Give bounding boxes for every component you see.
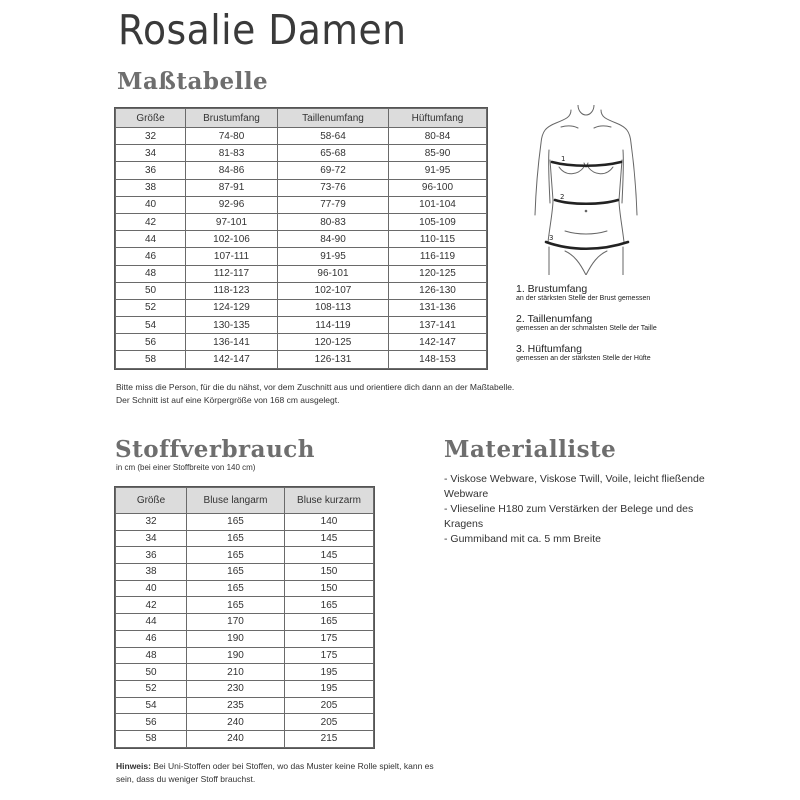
legend-title: 1. Brustumfang: [516, 283, 588, 295]
pattern-title: Rosalie Damen: [118, 6, 407, 54]
table-cell: 44: [116, 614, 187, 631]
table-cell: 42: [116, 597, 187, 614]
table-cell: 34: [116, 145, 186, 162]
table-cell: 170: [187, 614, 285, 631]
table-cell: 120-125: [278, 334, 389, 351]
table-row: [116, 334, 487, 351]
column-header: Taillenumfang: [278, 109, 389, 128]
table-row: [116, 231, 487, 248]
table-cell: 235: [187, 697, 285, 714]
marker-3: 3: [549, 234, 554, 242]
table-row: [116, 514, 374, 531]
table-cell: 108-113: [278, 299, 389, 316]
table-cell: 36: [116, 547, 187, 564]
table-cell: 46: [116, 630, 187, 647]
table-cell: 54: [116, 317, 186, 334]
table-cell: 148-153: [389, 351, 487, 368]
legend-title: 2. Taillenumfang: [516, 313, 593, 325]
hint-text: Bei Uni-Stoffen oder bei Stoffen, wo das Muster keine Rolle spielt, kann es sein, dass du weniger Stoff brauchst.: [116, 761, 434, 784]
material-list: [444, 472, 724, 547]
fabric-hint: [116, 760, 446, 786]
legend-title: 3. Hüftumfang: [516, 343, 582, 355]
table-cell: 40: [116, 196, 186, 213]
table-cell: 150: [285, 580, 374, 597]
table-row: [116, 128, 487, 145]
column-header: Größe: [116, 109, 186, 128]
table-cell: 87-91: [186, 179, 278, 196]
table-cell: 190: [187, 630, 285, 647]
table-cell: 56: [116, 714, 187, 731]
table-cell: 205: [285, 697, 374, 714]
table-cell: 126-130: [389, 282, 487, 299]
table-row: [116, 299, 487, 316]
table-cell: 84-90: [278, 231, 389, 248]
table-cell: 50: [116, 664, 187, 681]
table-row: [116, 213, 487, 230]
table-cell: 91-95: [278, 248, 389, 265]
table-row: [116, 564, 374, 581]
table-cell: 80-83: [278, 213, 389, 230]
table-row: [116, 351, 487, 368]
table-cell: 54: [116, 697, 187, 714]
table-cell: 112-117: [186, 265, 278, 282]
table-row: [116, 317, 487, 334]
marker-1: 1: [561, 155, 566, 163]
table-cell: 118-123: [186, 282, 278, 299]
table-cell: 114-119: [278, 317, 389, 334]
table-cell: 52: [116, 680, 187, 697]
table-cell: 52: [116, 299, 186, 316]
column-header: Bluse kurzarm: [285, 488, 374, 514]
table-cell: 44: [116, 231, 186, 248]
measurement-table-heading: Maßtabelle: [117, 68, 269, 95]
legend-waist: [516, 313, 657, 332]
table-cell: 34: [116, 530, 187, 547]
table-cell: 96-101: [278, 265, 389, 282]
table-cell: 38: [116, 179, 186, 196]
table-cell: 32: [116, 514, 187, 531]
table-cell: 195: [285, 664, 374, 681]
table-cell: 205: [285, 714, 374, 731]
table-cell: 145: [285, 530, 374, 547]
table-cell: 32: [116, 128, 186, 145]
table-cell: 165: [285, 614, 374, 631]
measurement-table: [115, 108, 487, 369]
column-header: Bluse langarm: [187, 488, 285, 514]
legend-bust: [516, 283, 650, 302]
table-row: [116, 714, 374, 731]
table-cell: 116-119: [389, 248, 487, 265]
marker-2: 2: [560, 193, 565, 201]
table-cell: 36: [116, 162, 186, 179]
note-line: Bitte miss die Person, für die du nähst, vor dem Zuschnitt aus und orientiere dich dann an der Maßtabelle.: [116, 382, 515, 392]
table-cell: 56: [116, 334, 186, 351]
table-row: [116, 282, 487, 299]
table-cell: 58: [116, 730, 187, 747]
table-row: [116, 248, 487, 265]
table-cell: 73-76: [278, 179, 389, 196]
table-cell: 107-111: [186, 248, 278, 265]
table-row: [116, 196, 487, 213]
legend-description: gemessen an der stärksten Stelle der Hüfte: [516, 355, 651, 362]
table-cell: 58-64: [278, 128, 389, 145]
table-cell: 50: [116, 282, 186, 299]
table-cell: 131-136: [389, 299, 487, 316]
table-row: [116, 580, 374, 597]
table-cell: 124-129: [186, 299, 278, 316]
table-cell: 190: [187, 647, 285, 664]
table-cell: 165: [187, 564, 285, 581]
legend-description: an der stärksten Stelle der Brust gemessen: [516, 295, 651, 302]
table-cell: 136-141: [186, 334, 278, 351]
note-line: Der Schnitt ist auf eine Körpergröße von 168 cm ausgelegt.: [116, 395, 340, 405]
table-cell: 85-90: [389, 145, 487, 162]
table-cell: 91-95: [389, 162, 487, 179]
table-cell: 240: [187, 714, 285, 731]
table-cell: 150: [285, 564, 374, 581]
table-cell: 165: [187, 514, 285, 531]
table-row: [116, 614, 374, 631]
table-cell: 195: [285, 680, 374, 697]
material-list-heading: Materialliste: [444, 436, 617, 463]
table-cell: 46: [116, 248, 186, 265]
column-header: Größe: [116, 488, 187, 514]
table-cell: 38: [116, 564, 187, 581]
table-cell: 74-80: [186, 128, 278, 145]
table-cell: 165: [187, 580, 285, 597]
table-cell: 81-83: [186, 145, 278, 162]
table-cell: 165: [187, 597, 285, 614]
table-cell: 101-104: [389, 196, 487, 213]
table-cell: 165: [285, 597, 374, 614]
table-row: [116, 680, 374, 697]
table-cell: 142-147: [186, 351, 278, 368]
table-cell: 175: [285, 630, 374, 647]
table-header-row: [116, 109, 487, 128]
table-cell: 230: [187, 680, 285, 697]
table-row: [116, 179, 487, 196]
table-cell: 65-68: [278, 145, 389, 162]
table-cell: 140: [285, 514, 374, 531]
table-cell: 42: [116, 213, 186, 230]
table-cell: 40: [116, 580, 187, 597]
table-row: [116, 630, 374, 647]
table-row: [116, 265, 487, 282]
table-cell: 77-79: [278, 196, 389, 213]
table-cell: 145: [285, 547, 374, 564]
table-cell: 48: [116, 647, 187, 664]
fabric-usage-heading: Stoffverbrauch: [115, 436, 316, 463]
table-cell: 175: [285, 647, 374, 664]
table-cell: 58: [116, 351, 186, 368]
column-header: Hüftumfang: [389, 109, 487, 128]
material-item: - Vlieseline H180 zum Verstärken der Belege und des Kragens: [444, 503, 694, 530]
fabric-usage-subtitle: in cm (bei einer Stoffbreite von 140 cm): [116, 463, 256, 472]
table-row: [116, 530, 374, 547]
legend-hip: [516, 343, 651, 362]
table-cell: 80-84: [389, 128, 487, 145]
table-cell: 105-109: [389, 213, 487, 230]
table-cell: 142-147: [389, 334, 487, 351]
table-cell: 48: [116, 265, 186, 282]
table-cell: 92-96: [186, 196, 278, 213]
material-item: - Viskose Webware, Viskose Twill, Voile, leicht fließende Webware: [444, 473, 705, 500]
table-cell: 97-101: [186, 213, 278, 230]
table-cell: 137-141: [389, 317, 487, 334]
table-cell: 102-107: [278, 282, 389, 299]
body-measurement-figure: [516, 105, 656, 275]
column-header: Brustumfang: [186, 109, 278, 128]
material-item: - Gummiband mit ca. 5 mm Breite: [444, 533, 601, 545]
table-cell: 102-106: [186, 231, 278, 248]
table-header-row: [116, 488, 374, 514]
table-cell: 165: [187, 547, 285, 564]
table-row: [116, 697, 374, 714]
hint-label: Hinweis:: [116, 761, 151, 771]
legend-description: gemessen an der schmalsten Stelle der Taille: [516, 325, 657, 332]
measurement-note: [116, 381, 514, 407]
table-cell: 165: [187, 530, 285, 547]
table-row: [116, 597, 374, 614]
table-cell: 69-72: [278, 162, 389, 179]
table-cell: 210: [187, 664, 285, 681]
table-row: [116, 162, 487, 179]
fabric-usage-table: [115, 487, 374, 748]
table-row: [116, 730, 374, 747]
table-row: [116, 647, 374, 664]
table-cell: 84-86: [186, 162, 278, 179]
table-cell: 126-131: [278, 351, 389, 368]
table-row: [116, 664, 374, 681]
table-cell: 240: [187, 730, 285, 747]
table-cell: 130-135: [186, 317, 278, 334]
table-cell: 120-125: [389, 265, 487, 282]
hip-line: [546, 242, 628, 249]
table-cell: 96-100: [389, 179, 487, 196]
table-cell: 215: [285, 730, 374, 747]
table-row: [116, 145, 487, 162]
table-row: [116, 547, 374, 564]
table-cell: 110-115: [389, 231, 487, 248]
